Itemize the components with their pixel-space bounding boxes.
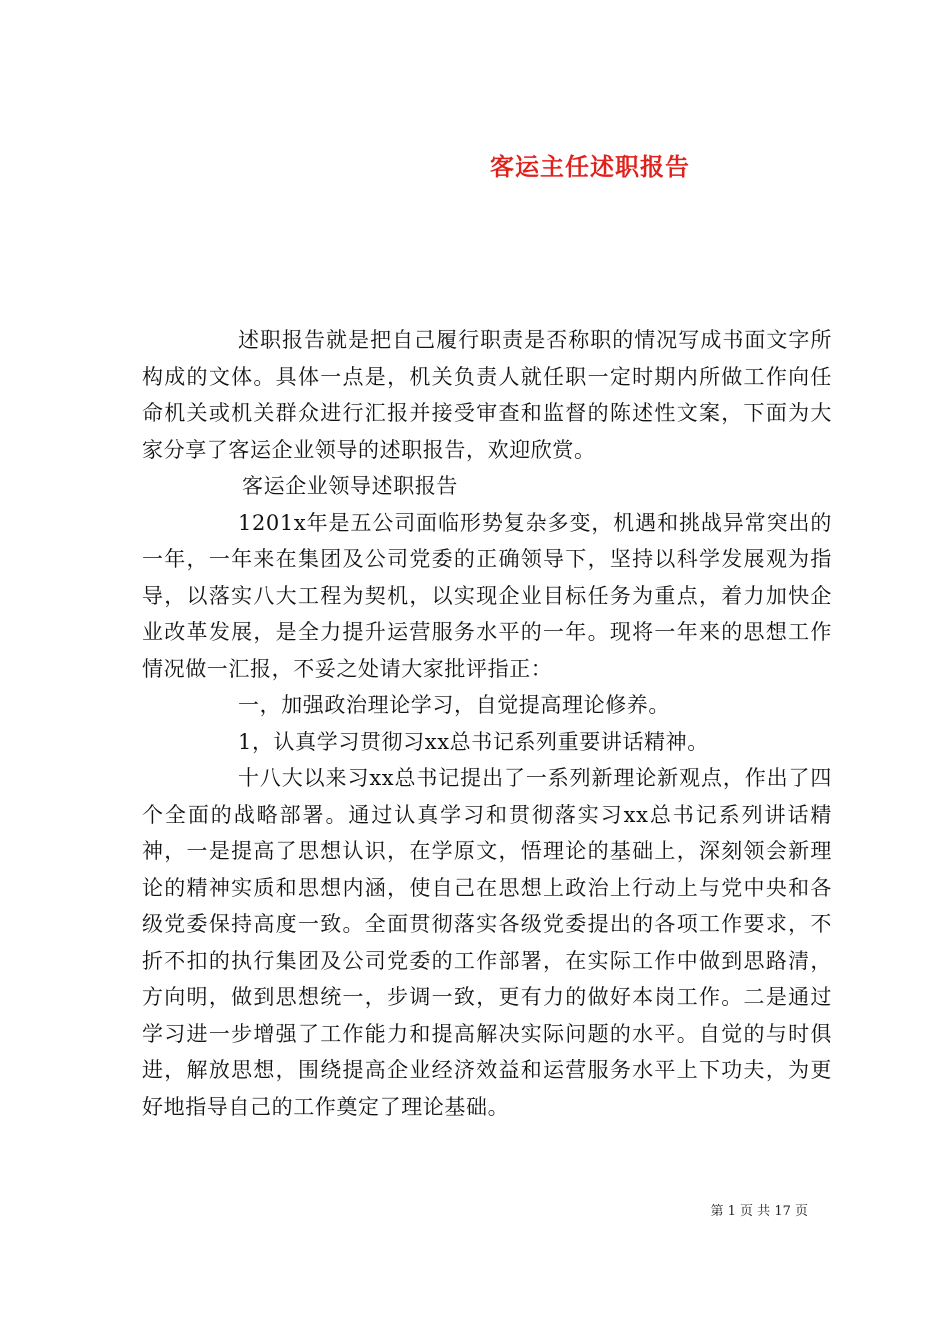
- section-heading-1: 一，加强政治理论学习，自觉提高理论修养。: [238, 693, 670, 717]
- paragraph-study-details: 十八大以来习xx总书记提出了一系列新理论新观点，作出了四个全面的战略部署。通过认真学习和贯彻落实习xx总书记系列讲话精神，一是提高了思想认识，在学原文，悟理论的基础上，深刻领会新理论的精神实质和思想内涵，使自己在思想上政治上行动上与党中央和各级党委保持高度一致。全面贯彻落实各级党委提出的各项工作要求，不折不扣的执行集团及公司党委的工作部署，在实际工作中做到思路清，方向明，做到思想统一，步调一致，更有力的做好本岗工作。二是通过学习进一步增强了工作能力和提高解决实际问题的水平。自觉的与时俱进，解放思想，围绕提高企业经济效益和运营服务水平上下功夫，为更好地指导自己的工作奠定了理论基础。: [142, 766, 832, 1119]
- subsection-heading-1-1: 1，认真学习贯彻习xx总书记系列重要讲话精神。: [238, 729, 709, 754]
- paragraph-overview: 1201x年是五公司面临形势复杂多变，机遇和挑战异常突出的一年，一年来在集团及公司党委的正确领导下，坚持以科学发展观为指导，以落实八大工程为契机，以实现企业目标任务为重点，着力加快企业改革发展，是全力提升运营服务水平的一年。现将一年来的思想工作情况做一汇报，不妥之处请大家批评指正：: [142, 510, 832, 681]
- page-number-footer: 第 1 页 共 17 页: [710, 1204, 808, 1219]
- paragraph-subtitle: 客运企业领导述职报告: [242, 474, 458, 498]
- document-title: 客运主任述职报告: [490, 152, 690, 182]
- document-body: [142, 322, 832, 1125]
- paragraph-intro: 述职报告就是把自己履行职责是否称职的情况写成书面文字所构成的文体。具体一点是，机关负责人就任职一定时期内所做工作向任命机关或机关群众进行汇报并接受审查和监督的陈述性文案，下面为大家分享了客运企业领导的述职报告，欢迎欣赏。: [142, 328, 832, 462]
